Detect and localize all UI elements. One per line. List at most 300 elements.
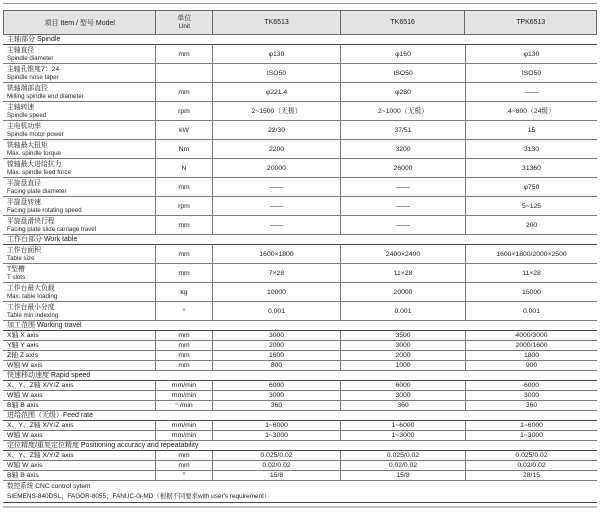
value-cell <box>340 140 465 158</box>
value: 3500 <box>395 332 411 339</box>
value-cell <box>340 351 465 360</box>
row-label-zh: T型槽 <box>7 266 25 273</box>
row-label-en: Spindle diameter <box>7 55 54 62</box>
value: 37/51 <box>394 127 412 134</box>
value-cell <box>340 197 465 215</box>
row-label-zh: 镗轴最大进给抗力 <box>7 161 62 168</box>
unit-cell <box>155 421 212 430</box>
value-cell <box>465 83 597 101</box>
table-row <box>3 391 597 401</box>
row-label: W轴 W axis <box>7 462 43 469</box>
row-label-cell <box>3 64 155 82</box>
value-cell <box>465 140 597 158</box>
row-label-cell <box>3 381 155 390</box>
row-label-en: T slots <box>7 274 26 281</box>
section-header: 加工范围 Working travel <box>3 321 597 331</box>
row-label-cell <box>3 331 155 340</box>
unit-cell <box>155 140 212 158</box>
unit-cell <box>155 283 212 301</box>
value-cell <box>212 178 340 196</box>
value-cell <box>340 245 465 263</box>
value: 3000 <box>523 392 540 399</box>
unit-value: mm <box>178 362 190 369</box>
row-label: X轴 X axis <box>7 332 39 339</box>
value: 15000 <box>522 289 541 296</box>
value-cell <box>212 401 340 410</box>
row-label-zh: 主电机功率 <box>7 123 41 130</box>
unit-cell <box>155 391 212 400</box>
unit-value: rpm <box>178 203 190 210</box>
row-label: X、Y、Z轴 X/Y/Z axis <box>7 452 74 459</box>
value-cell <box>465 283 597 301</box>
value: 20000 <box>393 289 413 296</box>
value-cell <box>340 471 465 480</box>
unit-value: mm <box>178 184 190 191</box>
value-cell <box>340 331 465 340</box>
value: 15/8 <box>269 472 284 479</box>
row-label-en: Max. table loading <box>7 293 58 300</box>
unit-value: mm <box>178 452 190 459</box>
value-cell <box>465 216 597 234</box>
value: 0.02/0.02 <box>517 462 546 469</box>
unit-cell <box>155 197 212 215</box>
row-label-cell <box>3 121 155 139</box>
value-cell <box>465 197 597 215</box>
value-cell <box>212 64 340 82</box>
table-row <box>3 83 597 102</box>
value-cell <box>212 197 340 215</box>
unit-value: kW <box>179 127 189 134</box>
value: 1~3000 <box>265 432 288 439</box>
value: 1800 <box>523 352 540 359</box>
unit-value: rpm <box>178 108 190 115</box>
value: φ280 <box>395 89 411 96</box>
value-cell <box>465 431 597 440</box>
row-label-en: Max. spindle torque <box>7 150 61 157</box>
row-label-en: Table min indexing <box>7 312 59 319</box>
value: 360 <box>397 402 409 409</box>
row-label-zh: 铣轴最大扭矩 <box>7 142 48 149</box>
row-label-cell <box>3 159 155 177</box>
value: —— <box>269 222 284 229</box>
value: 4000/3000 <box>515 332 548 339</box>
unit-cell <box>155 401 212 410</box>
table-row <box>3 140 597 159</box>
value-cell <box>465 178 597 196</box>
cnc-control-system-row <box>3 481 597 503</box>
row-label: B轴 B axis <box>7 472 39 479</box>
table-row <box>3 341 597 351</box>
value-cell <box>465 391 597 400</box>
row-label-cell <box>3 83 155 101</box>
unit-value: ″ <box>182 472 186 479</box>
value-cell <box>340 159 465 177</box>
value: 3130 <box>523 146 540 153</box>
unit-value: kg <box>180 289 188 296</box>
row-label-zh: 平旋盘转速 <box>7 199 41 206</box>
value-cell <box>212 216 340 234</box>
value: 360 <box>525 402 538 409</box>
row-label-cell <box>3 283 155 301</box>
value-cell <box>212 351 340 360</box>
value: 1~3000 <box>520 432 543 439</box>
table-row <box>3 431 597 441</box>
unit-cell <box>155 216 212 234</box>
row-label-en: Facing plate slide carriage travel <box>7 226 97 233</box>
row-label-en: Spindle nose taper <box>7 74 59 81</box>
value: 15 <box>527 127 536 134</box>
table-header-row <box>3 10 597 35</box>
value: 360 <box>270 402 283 409</box>
unit-cell <box>155 381 212 390</box>
spec-table <box>3 10 597 503</box>
value-cell <box>212 264 340 282</box>
row-label-zh: 工作台最小分度 <box>7 304 55 311</box>
value-cell <box>212 102 340 120</box>
value: —— <box>396 203 410 210</box>
row-label-cell <box>3 471 155 480</box>
table-row <box>3 331 597 341</box>
value-cell <box>340 391 465 400</box>
value: φ130 <box>268 51 285 58</box>
row-label: B轴 B axis <box>7 402 39 409</box>
table-row <box>3 245 597 264</box>
row-label: W轴 W axis <box>7 432 43 439</box>
unit-value: mm <box>178 462 190 469</box>
value: 1~3000 <box>391 432 415 439</box>
value-cell <box>340 283 465 301</box>
unit-cell <box>155 178 212 196</box>
value-cell <box>212 121 340 139</box>
row-label-zh: 平旋盘直径 <box>7 180 41 187</box>
unit-value: mm/min <box>171 432 197 439</box>
row-label-cell <box>3 178 155 196</box>
value-cell <box>212 45 340 63</box>
value-cell <box>340 178 465 196</box>
value-cell <box>212 245 340 263</box>
value-cell <box>465 64 597 82</box>
row-label-cell <box>3 391 155 400</box>
value: 0.02/0.02 <box>262 462 291 469</box>
row-label-en: Spindle motor power <box>7 131 64 138</box>
row-label-en: Milling spindle end diameter <box>7 93 84 100</box>
value-cell <box>465 421 597 430</box>
value: 2~1000（无极） <box>377 108 429 115</box>
unit-value: mm <box>178 251 190 258</box>
table-row <box>3 471 597 481</box>
row-label: X、Y、Z轴 X/Y/Z axis <box>7 422 74 429</box>
row-label: Z轴 Z axis <box>7 352 38 359</box>
value-cell <box>340 461 465 470</box>
value: φ221.4 <box>265 89 288 96</box>
unit-value: ° <box>182 308 186 315</box>
section-header: 定位精度/重复定位精度 Positioning accuracy and repeatability <box>3 441 597 451</box>
value-cell <box>340 431 465 440</box>
value: 6000 <box>523 382 540 389</box>
unit-cell <box>155 121 212 139</box>
unit-value: mm <box>178 89 190 96</box>
value-cell <box>465 381 597 390</box>
value-cell <box>212 159 340 177</box>
unit-cell <box>155 431 212 440</box>
value-cell <box>212 461 340 470</box>
value-cell <box>340 361 465 370</box>
unit-value: mm/min <box>171 392 197 399</box>
value: 3000 <box>395 392 411 399</box>
value-cell <box>340 381 465 390</box>
row-label: Y轴 Y axis <box>7 342 39 349</box>
row-label-cell <box>3 302 155 320</box>
row-label-zh: 主轴孔锥度7：24 <box>7 66 60 73</box>
unit-cell <box>155 102 212 120</box>
value: 5~125 <box>521 203 542 210</box>
value-cell <box>465 451 597 460</box>
row-label-zh: 主轴直径 <box>7 47 35 54</box>
unit-value: mm/min <box>171 422 197 429</box>
value: ISO50 <box>393 70 413 77</box>
row-label-cell <box>3 140 155 158</box>
value: 2000/1600 <box>515 342 548 349</box>
unit-cell <box>155 331 212 340</box>
unit-cell <box>155 64 212 82</box>
table-row <box>3 302 597 321</box>
value: 3200 <box>395 146 411 153</box>
table-row <box>3 64 597 83</box>
value: 2000 <box>268 342 285 349</box>
value-cell <box>465 471 597 480</box>
table-row <box>3 351 597 361</box>
value: 11×28 <box>393 270 413 277</box>
value: 3000 <box>268 392 285 399</box>
value: 0.001 <box>267 308 285 315</box>
unit-cell <box>155 159 212 177</box>
value-cell <box>212 421 340 430</box>
value: —— <box>396 222 410 229</box>
value-cell <box>340 45 465 63</box>
value-cell <box>465 401 597 410</box>
value: 1~6000 <box>391 422 415 429</box>
value-cell <box>212 471 340 480</box>
value-cell <box>212 331 340 340</box>
row-label-cell <box>3 351 155 360</box>
row-label: W轴 W axis <box>7 362 43 369</box>
table-row <box>3 283 597 302</box>
value: 20000 <box>267 165 286 172</box>
value: 26000 <box>393 165 413 172</box>
header-item-label: 项目 Item / 型号 Model <box>44 19 115 27</box>
value: 2400×2400 <box>385 251 421 258</box>
row-label: X、Y、Z轴 X/Y/Z axis <box>7 382 74 389</box>
top-rule <box>3 3 597 4</box>
value-cell <box>212 391 340 400</box>
value-cell <box>212 341 340 350</box>
value-cell <box>465 331 597 340</box>
value: 15/8 <box>396 472 410 479</box>
value: 1~6000 <box>265 422 288 429</box>
value: 3000 <box>268 332 285 339</box>
unit-cell <box>155 351 212 360</box>
row-label: W轴 W axis <box>7 392 43 399</box>
value-cell <box>465 264 597 282</box>
value: 200 <box>525 222 538 229</box>
unit-cell <box>155 461 212 470</box>
table-row <box>3 45 597 64</box>
row-label-zh: 主轴转速 <box>7 104 35 111</box>
value: 31360 <box>522 165 541 172</box>
value-cell <box>465 159 597 177</box>
section-header: 进给范围（无级）Feed rate <box>3 411 597 421</box>
value-cell <box>340 83 465 101</box>
value: 6000 <box>268 382 285 389</box>
unit-cell <box>155 341 212 350</box>
unit-cell <box>155 471 212 480</box>
value: 800 <box>270 362 283 369</box>
table-row <box>3 461 597 471</box>
row-label-cell <box>3 45 155 63</box>
row-label-en: Spindle speed <box>7 112 47 119</box>
unit-cell <box>155 264 212 282</box>
value: 7×28 <box>268 270 285 277</box>
row-label-en: Facing plate diameter <box>7 188 67 195</box>
value-cell <box>212 451 340 460</box>
unit-value: Nm <box>178 146 190 153</box>
row-label-cell <box>3 197 155 215</box>
value-cell <box>465 245 597 263</box>
value-cell <box>465 361 597 370</box>
value-cell <box>212 83 340 101</box>
value-cell <box>212 361 340 370</box>
table-row <box>3 421 597 431</box>
value-cell <box>340 102 465 120</box>
row-label-zh: 平旋盘滑块行程 <box>7 218 55 225</box>
bottom-rule <box>3 506 597 508</box>
header-model-tk6513: TK6513 <box>212 11 340 34</box>
cnc-systems-list: SIEMENS-840DSL；FAGOR-8055；FANUC-0i-MD（根据不同要求with user's requirement） <box>7 493 271 500</box>
value-cell <box>340 121 465 139</box>
value-cell <box>212 431 340 440</box>
table-row <box>3 451 597 461</box>
table-row <box>3 216 597 235</box>
value: 4~800（24级） <box>507 108 556 115</box>
value: 1600×1800 <box>259 251 294 258</box>
row-label-cell <box>3 451 155 460</box>
value-cell <box>465 341 597 350</box>
table-row <box>3 381 597 391</box>
value: ISO50 <box>266 70 287 77</box>
unit-cell <box>155 45 212 63</box>
row-label-zh: 工作台面积 <box>7 247 41 254</box>
unit-value: mm <box>178 222 190 229</box>
table-row <box>3 361 597 371</box>
header-model-tpk6513: TPK6513 <box>464 11 596 34</box>
value: —— <box>396 184 410 191</box>
header-unit <box>155 11 212 34</box>
value: —— <box>524 89 539 96</box>
table-row <box>3 264 597 283</box>
row-label-cell <box>3 461 155 470</box>
value: 900 <box>525 362 538 369</box>
value: 0.025/0.02 <box>515 452 548 459</box>
value-cell <box>465 102 597 120</box>
table-body <box>3 35 597 481</box>
value: φ750 <box>523 184 540 191</box>
value-cell <box>340 64 465 82</box>
value: 1600 <box>268 352 285 359</box>
row-label-en: Table size <box>7 255 35 262</box>
row-label-cell <box>3 361 155 370</box>
value-cell <box>340 264 465 282</box>
value-cell <box>465 302 597 320</box>
header-model-tk6516: TK6516 <box>340 11 465 34</box>
section-header: 快速移动速度 Rapid speed <box>3 371 597 381</box>
value: 6000 <box>395 382 411 389</box>
row-label-en: Max. spindle feed force <box>7 169 71 176</box>
value: 11×28 <box>522 270 541 277</box>
value: 2200 <box>268 146 285 153</box>
row-label-cell <box>3 245 155 263</box>
row-label-zh: 铣轴端部直径 <box>7 85 48 92</box>
unit-cell <box>155 83 212 101</box>
value-cell <box>340 302 465 320</box>
value-cell <box>465 351 597 360</box>
row-label-cell <box>3 341 155 350</box>
row-label-cell <box>3 421 155 430</box>
unit-cell <box>155 451 212 460</box>
header-unit-zh: 单位 <box>177 14 192 22</box>
value: φ160 <box>395 51 411 58</box>
unit-value: N <box>181 165 187 172</box>
unit-value: mm <box>178 51 190 58</box>
value-cell <box>465 461 597 470</box>
header-unit-en: Unit <box>178 22 190 30</box>
value: 3000 <box>395 342 411 349</box>
value: 0.001 <box>522 308 540 315</box>
value-cell <box>340 216 465 234</box>
value: 1000 <box>395 362 411 369</box>
value-cell <box>212 140 340 158</box>
value-cell <box>340 451 465 460</box>
value: —— <box>269 184 284 191</box>
value: 22/30 <box>267 127 285 134</box>
table-row <box>3 197 597 216</box>
value: 2~1500（无极） <box>251 108 302 115</box>
value: 1600×1800/2000×2500 <box>496 251 567 258</box>
value-cell <box>465 121 597 139</box>
cnc-title: 数控系统 CNC control sytem <box>7 483 91 490</box>
unit-value: mm <box>178 352 190 359</box>
row-label-cell <box>3 216 155 234</box>
value: φ130 <box>523 51 540 58</box>
value-cell <box>212 283 340 301</box>
table-row <box>3 121 597 140</box>
table-row <box>3 401 597 411</box>
value: 0.025/0.02 <box>386 452 420 459</box>
table-row <box>3 159 597 178</box>
table-row <box>3 102 597 121</box>
unit-value: mm/min <box>171 382 197 389</box>
row-label-cell <box>3 264 155 282</box>
section-header: 主轴部分 Spindle <box>3 35 597 45</box>
value-cell <box>212 381 340 390</box>
unit-value: mm <box>178 270 190 277</box>
value: 10000 <box>267 289 286 296</box>
value: 0.001 <box>394 308 412 315</box>
value-cell <box>340 341 465 350</box>
row-label-cell <box>3 401 155 410</box>
header-item-model <box>4 11 155 34</box>
value: 2000 <box>395 352 411 359</box>
row-label-en: Facing plate rotating speed <box>7 207 82 214</box>
